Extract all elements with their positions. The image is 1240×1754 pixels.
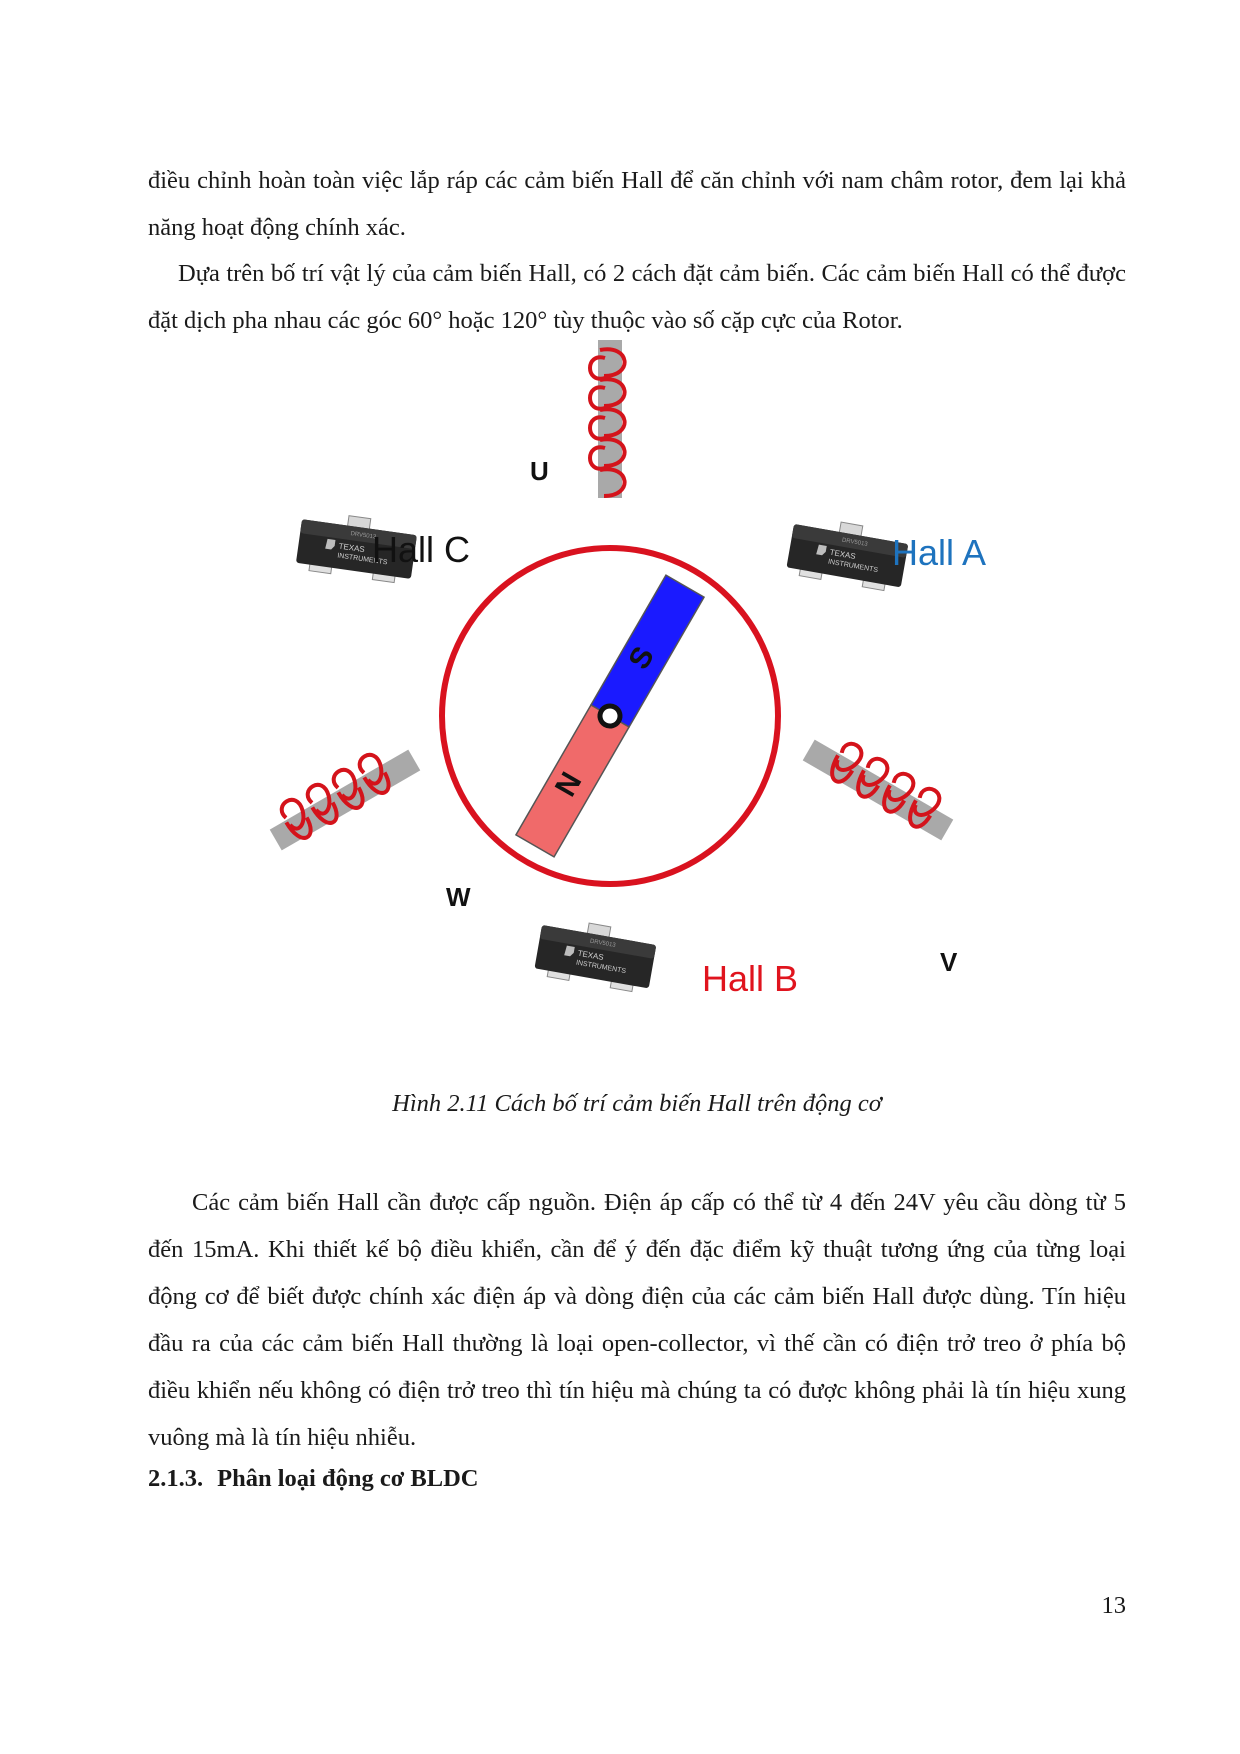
hall-b-label: Hall B [702,958,799,999]
hall-sensor-figure: TEXAS INSTRUMENTS DRV5013 S N U W V Hall C Hall A Hall B [0,340,1240,1040]
paragraph-hall-power: Các cảm biến Hall cần được cấp nguồn. Điện áp cấp có thể từ 4 đến 24V yêu cầu dòng từ 5 đến 15mA. Khi thiết kế bộ điều khiển, cần để ý đến đặc điểm kỹ thuật tương ứng của từng loại động cơ để biết được chính xác điện áp và dòng điện của các cảm biến Hall được dùng. Tín hiệu đầu ra của các cảm biến Hall thường là loại open-collector, vì thế cần có điện trở treo ở phía bộ điều khiển nếu không có điện trở treo thì tín hiệu mà chúng ta có được không phải là tín hiệu xung vuông mà là tín hiệu nhiễu. [148,1189,1126,1451]
paragraph-hall-placement: Dựa trên bố trí vật lý của cảm biến Hall, có 2 cách đặt cảm biến. Các cảm biến Hall có thể được đặt dịch pha nhau các góc 60° hoặc 120° tùy thuộc vào số cặp cực của Rotor. [148,260,1126,334]
section-title: Phân loại động cơ BLDC [217,1465,479,1492]
coil-u-label: U [530,456,549,486]
section-heading [148,1465,478,1493]
coil-w [262,736,421,852]
page-number: 13 [1101,1592,1126,1619]
hall-c-label: Hall C [372,529,471,570]
hall-b-chip [533,915,658,994]
hall-a-label: Hall A [892,532,987,573]
paragraph-hall-alignment: điều chỉnh hoàn toàn việc lắp ráp các cảm biến Hall để căn chỉnh với nam châm rotor, đem lại khả năng hoạt động chính xác. [148,167,1126,241]
section-number: 2.1.3. [148,1465,204,1492]
magnet-south-label: S [622,641,661,675]
coil-v [802,726,961,842]
coil-u [590,340,625,498]
magnet-north-label: N [548,766,589,803]
coil-v-label: V [940,947,958,977]
coil-w-label: W [446,882,471,912]
figure-caption: Hình 2.11 Cách bố trí cảm biến Hall trên động cơ [392,1090,882,1117]
